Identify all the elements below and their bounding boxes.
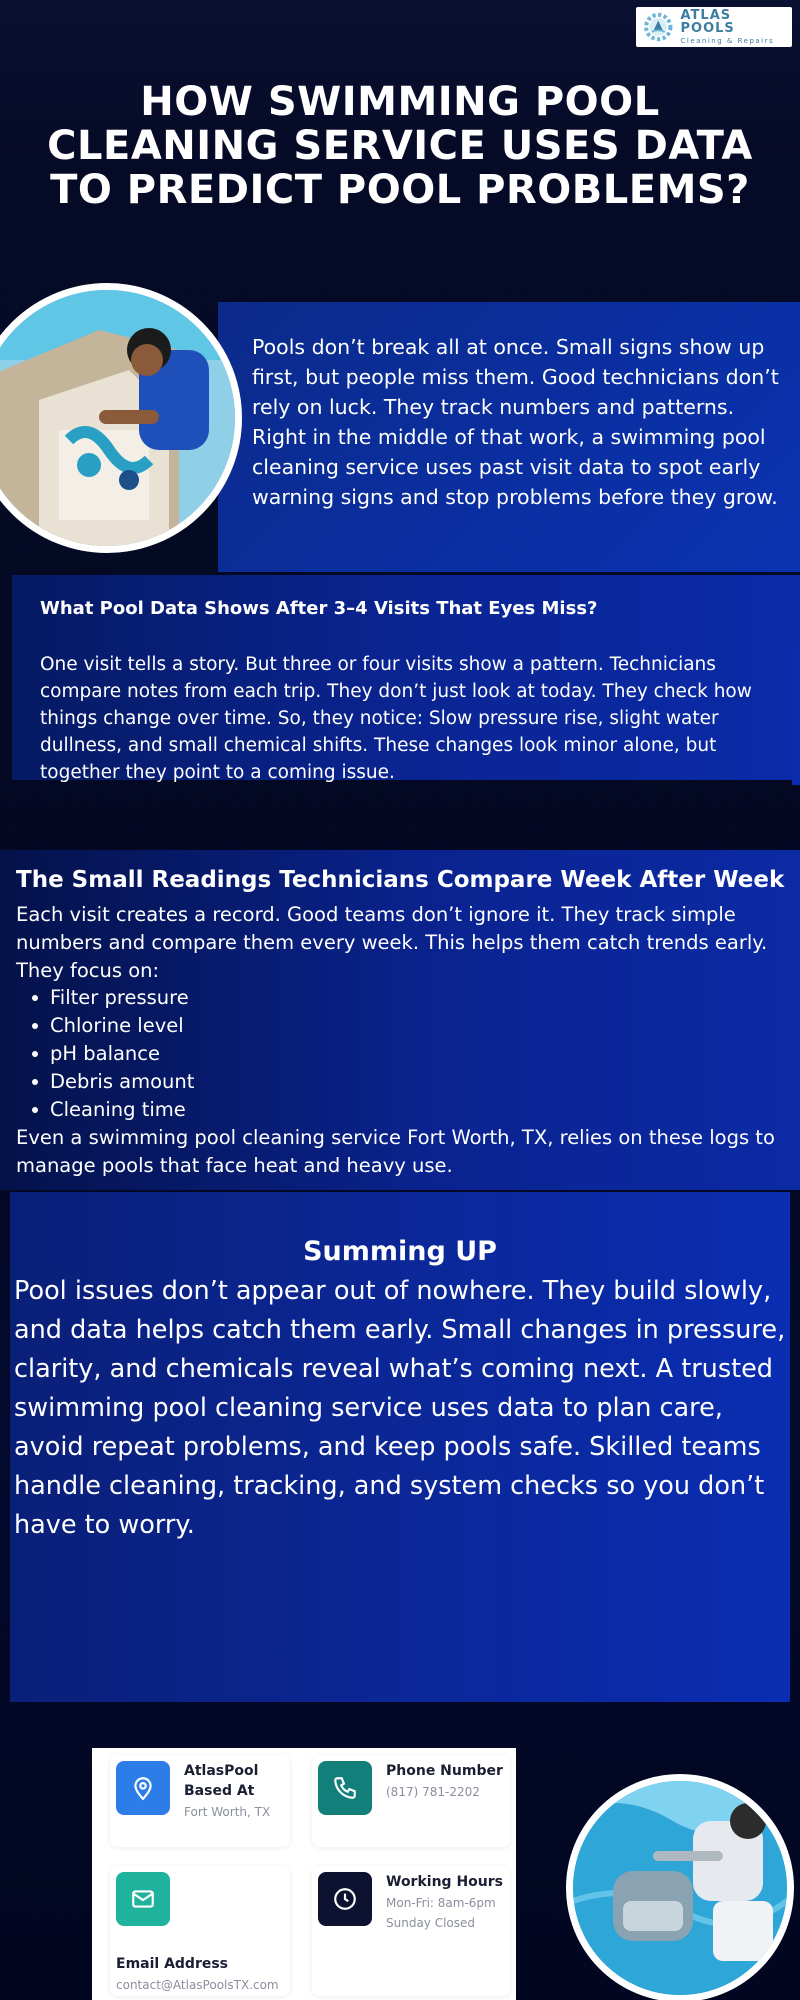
phone-value[interactable]: (817) 781-2202 (386, 1785, 480, 1799)
contact-location (110, 1755, 290, 1847)
readings-heading: The Small Readings Technicians Compare Week After Week (16, 867, 785, 893)
contact-hours (312, 1866, 510, 1996)
summary-heading: Summing UP (303, 1236, 497, 1267)
logo-gear-icon (642, 10, 674, 44)
page-title: HOW SWIMMING POOL CLEANING SERVICE USES DATA TO PREDICT POOL PROBLEMS? (47, 79, 753, 213)
list-item: Filter pressure (50, 984, 450, 1012)
intro-text: Pools don’t break all at once. Small signs show up first, but people miss them. Good technicians don’t rely on luck. They track numbers and patterns. Right in the middle of that work, a swimming pool cleaning service uses past visit data to spot early warning signs and stop problems before they grow. (252, 335, 779, 509)
technician-photo (0, 283, 242, 553)
data-visits-text: One visit tells a story. But three or four visits show a pattern. Technicians compare notes from each trip. They don’t just look at today. They check how things change over time. So, they notice: Slow pressure rise, slight water dullness, and small chemical shifts. These changes look minor alone, but together they point to a coming issue. (40, 654, 752, 783)
logo-tagline: Cleaning & Repairs (680, 37, 775, 45)
pool-cleaner-image (573, 1781, 787, 1995)
location-pin-icon (116, 1761, 170, 1815)
list-item: Cleaning time (50, 1096, 450, 1124)
email-label: Email Address (116, 1956, 229, 1972)
envelope-icon (116, 1872, 170, 1926)
hours-weekday: Mon-Fri: 8am-6pm (386, 1896, 496, 1910)
email-value[interactable]: contact@AtlasPoolsTX.com (116, 1978, 279, 1992)
readings-footer: Even a swimming pool cleaning service Fort Worth, TX, relies on these logs to manage pools that face heat and heavy use. (16, 1126, 775, 1177)
location-value: Fort Worth, TX (184, 1805, 271, 1819)
list-item: Chlorine level (50, 1012, 450, 1040)
location-label: AtlasPool Based At (184, 1763, 259, 1799)
logo-name: ATLAS POOLS (680, 8, 735, 36)
hours-sunday: Sunday Closed (386, 1916, 476, 1930)
phone-icon (318, 1761, 372, 1815)
brand-logo (636, 7, 792, 47)
clock-icon (318, 1872, 372, 1926)
list-item: Debris amount (50, 1068, 450, 1096)
contact-phone (312, 1755, 510, 1847)
data-visits-heading: What Pool Data Shows After 3–4 Visits That Eyes Miss? (40, 598, 598, 619)
pool-cleaning-photo (566, 1774, 794, 2000)
technician-repair-image (0, 290, 235, 546)
readings-text: Each visit creates a record. Good teams don’t ignore it. They track simple numbers and compare them every week. This helps them catch trends early. They focus on: (16, 903, 768, 982)
contact-email (110, 1866, 290, 1996)
list-item: pH balance (50, 1040, 450, 1068)
phone-label: Phone Number (386, 1763, 503, 1779)
panel-edge-accent (792, 650, 800, 785)
readings-list (50, 984, 450, 1124)
hours-label: Working Hours (386, 1874, 503, 1890)
summary-text: Pool issues don’t appear out of nowhere. They build slowly, and data helps catch them early. Small changes in pressure, clarity, and chemicals reveal what’s coming next. A trusted swimming pool cleaning service uses data to plan care, avoid repeat problems, and keep pools safe. Skilled teams handle cleaning, tracking, and system checks so you don’t have to worry. (14, 1276, 786, 1540)
